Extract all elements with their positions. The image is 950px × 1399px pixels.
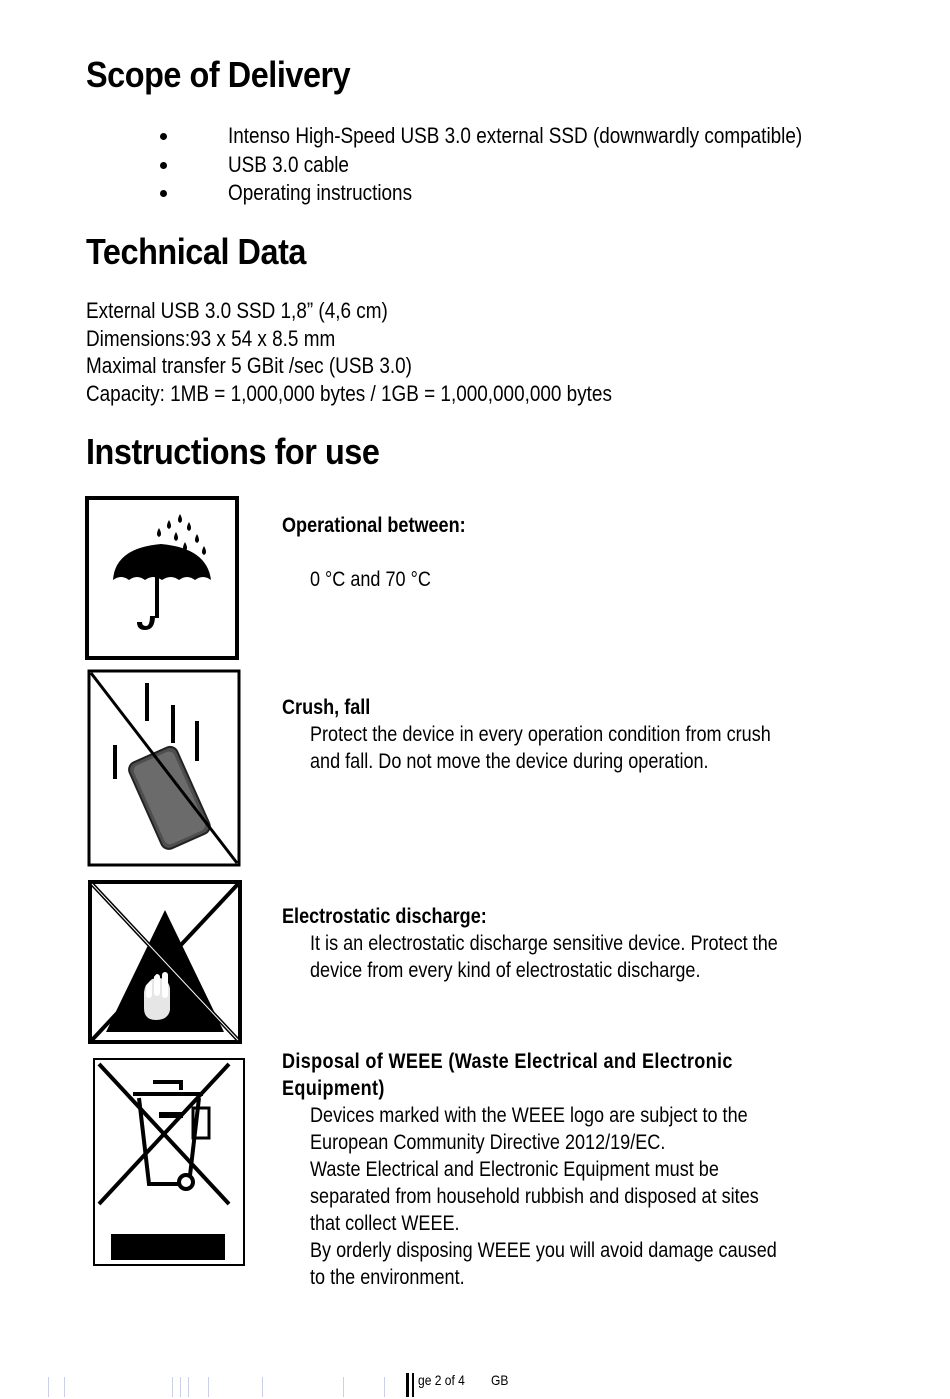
bullet-icon [160,133,167,140]
section-line [310,539,470,566]
footer-mark [172,1377,173,1397]
footer-mark [262,1377,263,1397]
tech-line: Maximal transfer 5 GBit /sec (USB 3.0) [86,353,412,378]
no-fall-icon [87,669,241,867]
technical-heading: Technical Data [86,231,306,272]
section-line: that collect WEEE. [310,1212,460,1235]
technical-data [86,297,698,407]
section-line: European Community Directive 2012/19/EC. [310,1131,666,1154]
footer-mark [48,1377,49,1397]
esd-warning-icon [88,880,242,1044]
section-line: separated from household rubbish and disposed at sites [310,1185,759,1208]
tech-line: External USB 3.0 SSD 1,8” (4,6 cm) [86,298,388,323]
weee-bin-icon [93,1058,245,1266]
scope-heading: Scope of Delivery [86,54,351,95]
section-line: Devices marked with the WEEE logo are subject to the [310,1104,748,1127]
footer-bar-mark [406,1373,409,1397]
language-code: GB [491,1372,509,1388]
footer-mark [343,1377,344,1397]
crush-fall-section [282,694,846,775]
section-title: Crush, fall [282,696,371,719]
umbrella-rain-icon [85,496,239,660]
bullet-icon [160,190,167,197]
section-line: 0 °C and 70 °C [310,568,431,591]
section-line: to the environment. [310,1266,465,1289]
section-title: Electrostatic discharge: [282,905,487,928]
page-number: ge 2 of 4 [418,1372,465,1388]
operational-section [282,512,496,593]
footer-mark [64,1377,65,1397]
section-title: Disposal of WEEE (Waste Electrical and Electronic [282,1050,733,1073]
section-title: Operational between: [282,514,466,537]
section-line: Protect the device in every operation condition from crush [310,723,771,746]
section-line: By orderly disposing WEEE you will avoid damage caused [310,1239,777,1262]
instructions-heading: Instructions for use [86,431,380,472]
footer-mark [188,1377,189,1397]
electrostatic-section [282,903,854,984]
section-line: It is an electrostatic discharge sensitive device. Protect the [310,932,778,955]
section-line: and fall. Do not move the device during operation. [310,750,709,773]
footer-bar-mark [412,1373,414,1397]
tech-line: Capacity: 1MB = 1,000,000 bytes / 1GB = 1,000,000,000 bytes [86,380,612,406]
footer-mark [180,1377,181,1397]
tech-line: Dimensions:93 x 54 x 8.5 mm [86,325,336,351]
weee-section [282,1048,853,1291]
footer-mark [384,1377,385,1397]
page-footer [0,1365,950,1399]
document-page: Scope of Delivery Intenso High-Speed USB 3.0 external SSD (downwardly compatible) USB 3.0 cable Operating instructions Technical Data External USB 3.0 SSD 1,8” (4,6 cm) Dimensions:93 x 54 x 8.5 mm Maximal transfer 5 GBit /sec (USB 3.0) Capacity: 1MB = 1,000,000 bytes / 1GB = 1,000,000,000 bytes Instructions for use Operational between: 0 °C and 70 °C Crush, fall Protect the device in every operation condition from crush and fall. Do not move the device during operation. Electrostatic discharge: It is an electrostatic discharge sensitive device. Protect the device from every kind of electrostatic discharge. Disposal of WEEE (Waste Electrical and Electronic Equipment) Devices marked with the WEEE logo are subject to the European Community Directive 2012/19/EC. Waste Electrical and Electronic Equipment must be separated from household rubbish and disposed at sites that collect WEEE. By orderly disposing WEEE you will avoid damage caused to the environment. ge 2 of 4 GB [0,0,950,1399]
section-title: Equipment) [282,1077,385,1100]
section-line: device from every kind of electrostatic discharge. [310,959,701,982]
footer-mark [208,1377,209,1397]
bullet-icon [160,162,167,169]
section-line: Waste Electrical and Electronic Equipment must be [310,1158,719,1181]
